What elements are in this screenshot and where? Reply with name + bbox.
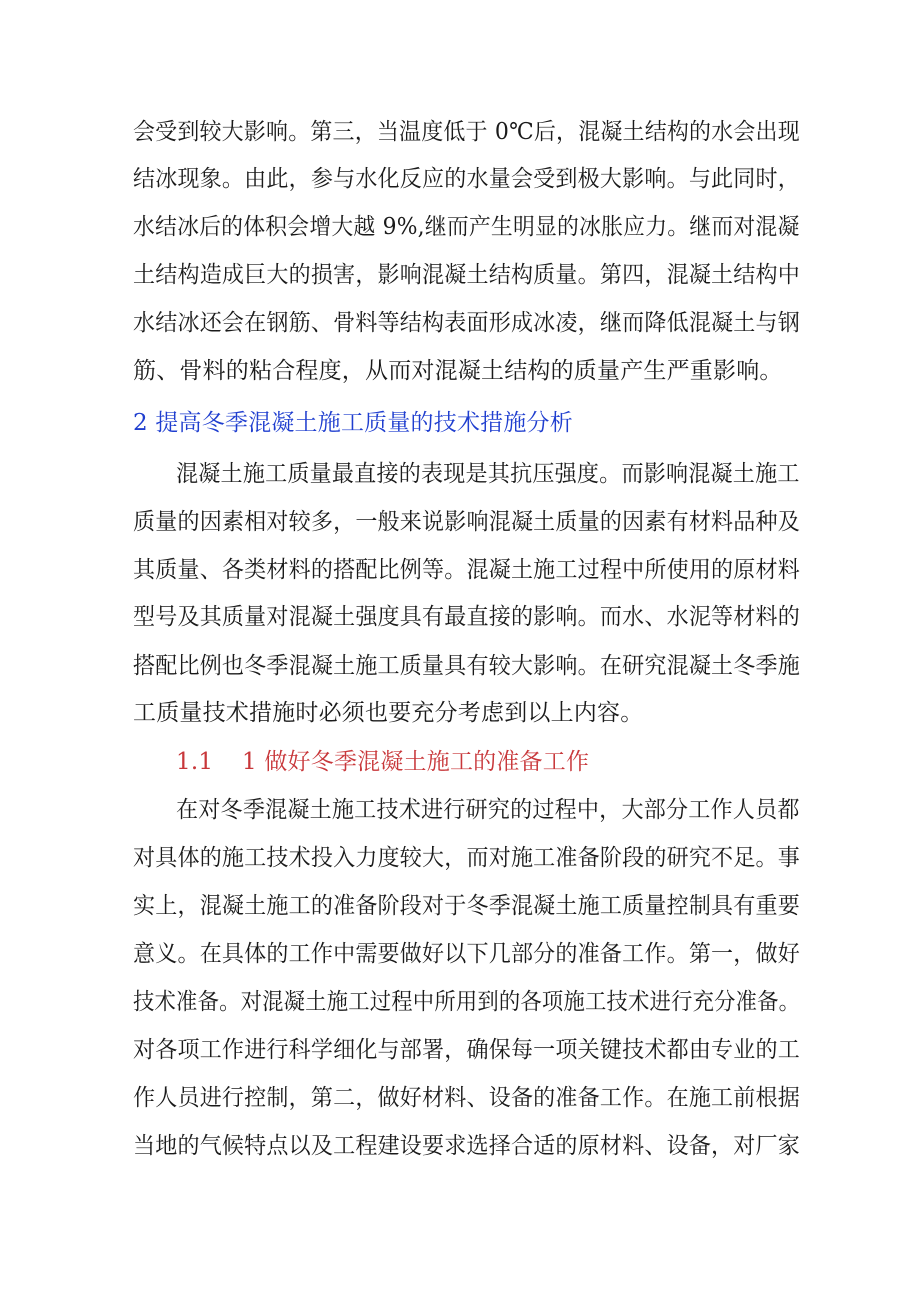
paragraph-line: 作人员进行控制，第二，做好材料、设备的准备工作。在施工前根据	[133, 1085, 800, 1111]
subsection-number: 1.1	[176, 749, 214, 775]
paragraph-line: 混凝土施工质量最直接的表现是其抗压强度。而影响混凝土施工	[176, 461, 800, 487]
paragraph-line: 会受到较大影响。第三，当温度低于 0℃后，混凝土结构的水会出现	[133, 119, 800, 145]
paragraph-line: 当地的气候特点以及工程建设要求选择合适的原材料、设备，对厂家	[133, 1133, 800, 1159]
paragraph-line: 筋、骨料的粘合程度，从而对混凝土结构的质量产生严重影响。	[133, 358, 783, 384]
paragraph-line: 实上，混凝土施工的准备阶段对于冬季混凝土施工质量控制具有重要	[133, 893, 800, 919]
paragraph-line: 搭配比例也冬季混凝土施工质量具有较大影响。在研究混凝土冬季施	[133, 653, 800, 679]
paragraph-line: 其质量、各类材料的搭配比例等。混凝土施工过程中所使用的原材料	[133, 557, 800, 583]
paragraph-line: 对具体的施工技术投入力度较大，而对施工准备阶段的研究不足。事	[133, 845, 800, 871]
subsection-title: 1 做好冬季混凝土施工的准备工作	[242, 749, 590, 775]
paragraph-line: 工质量技术措施时必须也要充分考虑到以上内容。	[133, 700, 644, 726]
paragraph-line: 土结构造成巨大的损害，影响混凝土结构质量。第四，混凝土结构中	[133, 262, 800, 288]
subsection-heading	[176, 747, 589, 777]
paragraph-line: 意义。在具体的工作中需要做好以下几部分的准备工作。第一，做好	[133, 941, 800, 967]
paragraph-line: 质量的因素相对较多，一般来说影响混凝土质量的因素有材料品种及	[133, 509, 800, 535]
paragraph-line: 型号及其质量对混凝土强度具有最直接的影响。而水、水泥等材料的	[133, 604, 800, 630]
paragraph-line: 在对冬季混凝土施工技术进行研究的过程中，大部分工作人员都	[176, 797, 800, 823]
section-heading: 2 提高冬季混凝土施工质量的技术措施分析	[133, 410, 573, 436]
paragraph-line: 技术准备。对混凝土施工过程中所用到的各项施工技术进行充分准备。	[133, 989, 801, 1015]
paragraph-line: 水结冰后的体积会增大越 9%,继而产生明显的冰胀应力。继而对混凝	[133, 214, 800, 240]
paragraph-line: 水结冰还会在钢筋、骨料等结构表面形成冰凌，继而降低混凝土与钢	[133, 310, 800, 336]
paragraph-line: 对各项工作进行科学细化与部署，确保每一项关键技术都由专业的工	[133, 1037, 800, 1063]
paragraph-line: 结冰现象。由此，参与水化反应的水量会受到极大影响。与此同时，	[133, 166, 800, 192]
